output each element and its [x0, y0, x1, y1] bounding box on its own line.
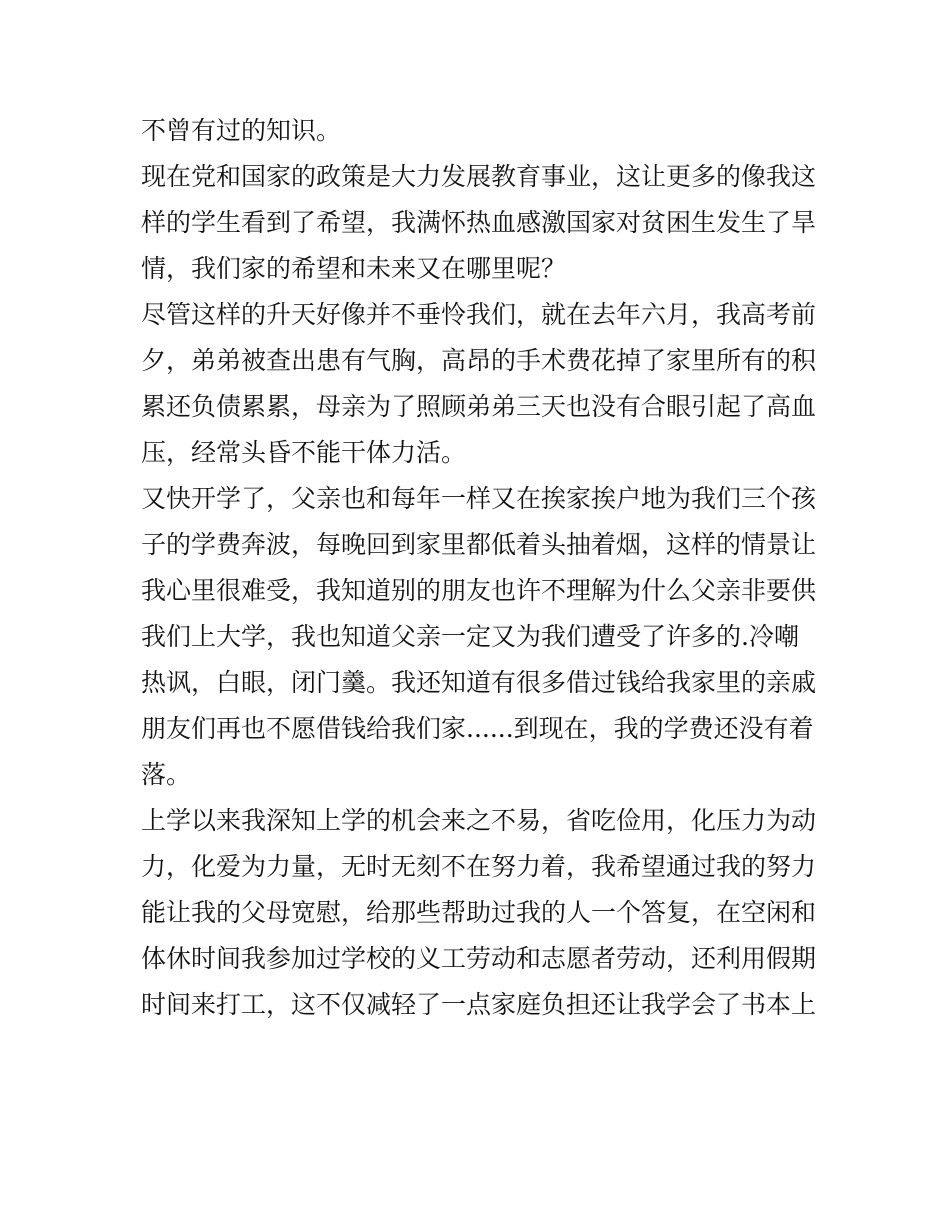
text-line: 子的学费奔波，每晚回到家里都低着头抽着烟，这样的情景让	[141, 530, 817, 559]
text-line: 热讽，白眼，闭门羹。我还知道有很多借过钱给我家里的亲戚	[141, 668, 817, 697]
text-line: 我心里很难受，我知道别的朋友也许不理解为什么父亲非要供	[141, 576, 817, 605]
text-line: 不曾有过的知识。	[141, 116, 342, 145]
text-line: 尽管这样的升天好像并不垂怜我们，就在去年六月，我高考前	[141, 300, 817, 329]
text-line: 又快开学了，父亲也和每年一样又在挨家挨户地为我们三个孩	[141, 484, 817, 513]
text-line: 能让我的父母宽慰，给那些帮助过我的人一个答复，在空闲和	[141, 898, 817, 927]
text-line: 力，化爱为力量，无时无刻不在努力着，我希望通过我的努力	[141, 852, 817, 881]
text-line: 夕，弟弟被查出患有气胸，高昂的手术费花掉了家里所有的积	[141, 346, 817, 375]
text-line: 上学以来我深知上学的机会来之不易，省吃俭用，化压力为动	[141, 806, 817, 835]
text-line: 朋友们再也不愿借钱给我们家......到现在，我的学费还没有着	[141, 714, 814, 743]
text-line: 累还负债累累，母亲为了照顾弟弟三天也没有合眼引起了高血	[141, 392, 817, 421]
text-line: 时间来打工，这不仅减轻了一点家庭负担还让我学会了书本上	[141, 990, 817, 1019]
text-line: 我们上大学，我也知道父亲一定又为我们遭受了许多的.冷嘲	[141, 622, 799, 651]
text-line: 现在党和国家的政策是大力发展教育事业，这让更多的像我这	[141, 162, 817, 191]
text-line: 情，我们家的希望和未来又在哪里呢？	[141, 254, 567, 283]
body-text	[141, 108, 821, 1028]
text-line: 样的学生看到了希望，我满怀热血感激国家对贫困生发生了旱	[141, 208, 817, 237]
text-line: 体休时间我参加过学校的义工劳动和志愿者劳动，还利用假期	[141, 944, 817, 973]
text-line: 落。	[141, 760, 192, 789]
text-line: 压，经常头昏不能干体力活。	[141, 438, 467, 467]
